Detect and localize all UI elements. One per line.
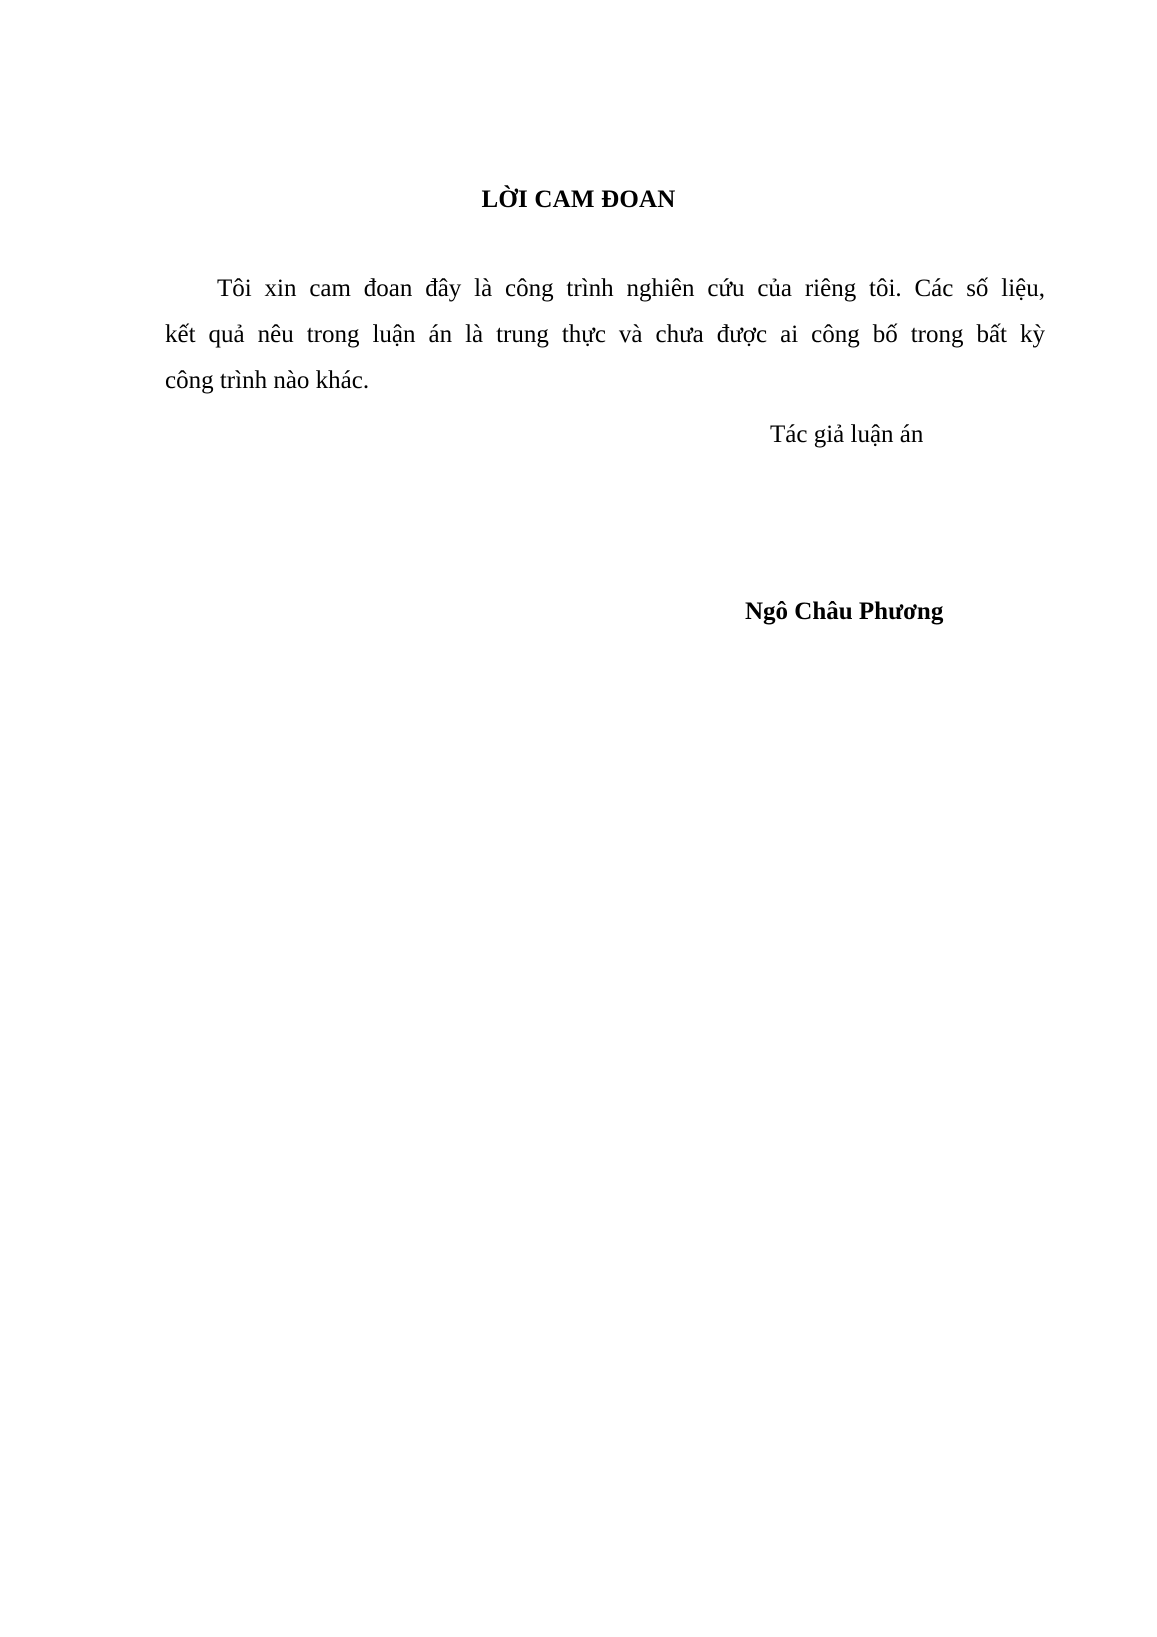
declaration-paragraph: [165, 266, 1045, 404]
paragraph-line-3: công trình nào khác.: [165, 367, 370, 394]
page-title: LỜI CAM ĐOAN: [481, 186, 676, 213]
paragraph-line-2: kết quả nêu trong luận án là trung thực và chưa được ai công bố trong bất kỳ: [165, 321, 1045, 348]
signature-name: Ngô Châu Phương: [745, 598, 944, 625]
signature-role: Tác giả luận án: [770, 421, 924, 448]
paragraph-line-1: Tôi xin cam đoan đây là công trình nghiên cứu của riêng tôi. Các số liệu,: [217, 275, 1045, 302]
